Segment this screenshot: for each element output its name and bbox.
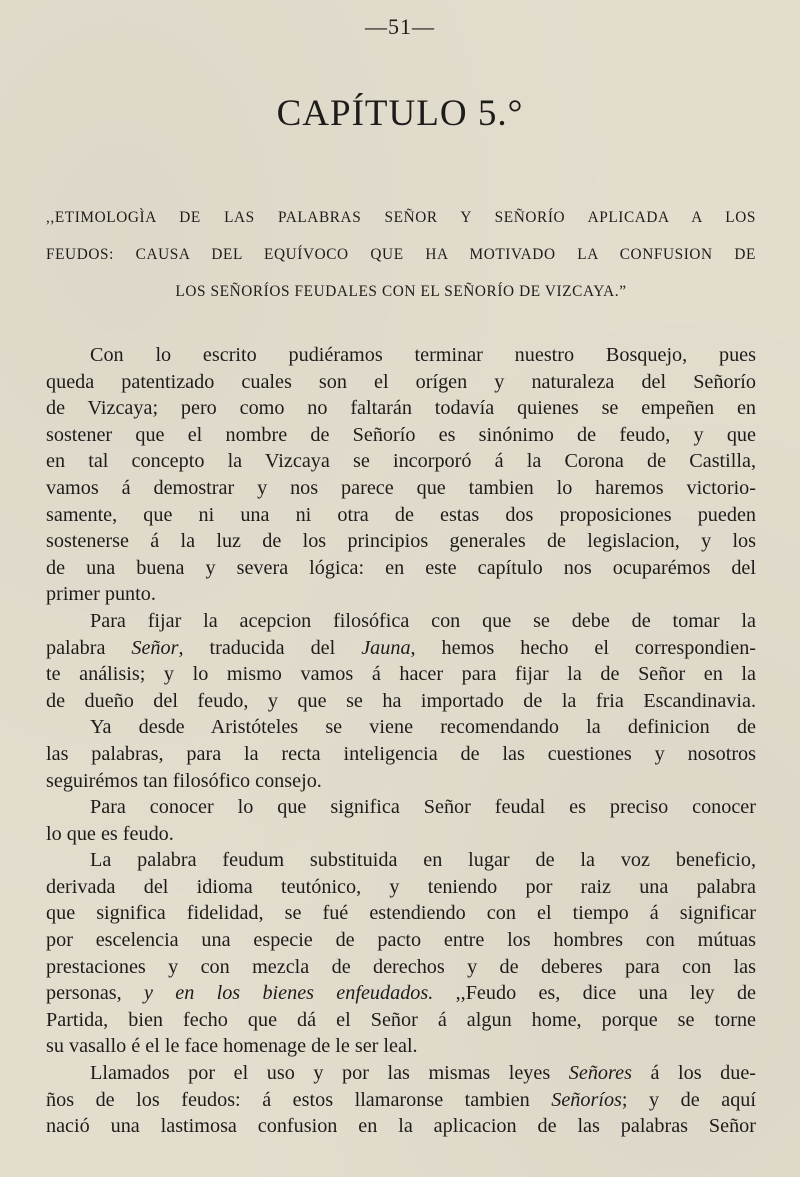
text-line: por escelencia una especie de pacto entre los hombres con mútuas xyxy=(46,929,756,952)
text-line: nació una lastimosa confusion en la aplicacion de las palabras Señor xyxy=(46,1115,756,1138)
paragraph-2 xyxy=(46,608,756,714)
text-line: vamos á demostrar y nos parece que tambien lo haremos victorio- xyxy=(46,476,756,499)
chapter-subtitle xyxy=(46,199,756,310)
text-run: á los due- xyxy=(631,1062,757,1085)
text-line: lo que es feudo. xyxy=(46,822,174,845)
text-line xyxy=(46,1060,756,1087)
text-line: samente, que ni una ni otra de estas dos proposiciones pueden xyxy=(46,503,756,526)
subtitle-line: FEUDOS: CAUSA DEL EQUÍVOCO QUE HA MOTIVADO LA CONFUSION DE xyxy=(46,246,756,263)
text-line: seguirémos tan filosófico consejo. xyxy=(46,769,322,792)
text-run: ; y de aquí xyxy=(621,1088,757,1111)
subtitle-line: ,,ETIMOLOGÌA DE LAS PALABRAS SEÑOR Y SEÑORÍO APLICADA A LOS xyxy=(46,209,756,226)
text-line: las palabras, para la recta inteligencia de las cuestiones y nosotros xyxy=(46,742,756,765)
italic-term: Jauna xyxy=(361,636,411,659)
text-line: Ya desde Aristóteles se viene recomendando la definicion de xyxy=(90,716,756,739)
text-line xyxy=(46,980,756,1007)
text-line: Con lo escrito pudiéramos terminar nuestro Bosquejo, pues xyxy=(90,344,756,366)
italic-term: Señoríos xyxy=(551,1088,622,1111)
text-run: Llamados por el uso y por las mismas leyes xyxy=(90,1062,569,1085)
paragraph-6 xyxy=(46,1060,756,1140)
text-line: de Vizcaya; pero como no faltarán todavía quienes se empeñen en xyxy=(46,397,756,420)
text-line xyxy=(46,1087,756,1114)
paragraph-4 xyxy=(46,794,756,847)
subtitle-line: LOS SEÑORÍOS FEUDALES CON EL SEÑORÍO DE VIZCAYA.” xyxy=(175,283,627,300)
paragraph-5 xyxy=(46,847,756,1060)
text-line: Para conocer lo que significa Señor feudal es preciso conocer xyxy=(90,796,756,819)
text-line: sostener que el nombre de Señorío es sinónimo de feudo, y que xyxy=(46,423,756,446)
text-line xyxy=(46,635,756,662)
text-run: personas, xyxy=(46,982,144,1005)
text-line: de una buena y severa lógica: en este capítulo nos ocuparémos del xyxy=(46,556,756,579)
paragraph-1 xyxy=(46,342,756,608)
text-run: , traducida del xyxy=(178,636,362,659)
text-run: ,,Feudo es, dice una ley de xyxy=(433,982,756,1005)
text-run: ños de los feudos: á estos llamaronse tambien xyxy=(46,1088,552,1111)
text-line: su vasallo é el le face homenage de le ser leal. xyxy=(46,1035,418,1058)
text-line: que significa fidelidad, se fué estendiendo con el tiempo á significar xyxy=(46,902,756,925)
text-line: primer punto. xyxy=(46,583,156,606)
text-line: sostenerse á la luz de los principios generales de legislacion, y los xyxy=(46,530,756,553)
text-run: palabra xyxy=(46,636,132,659)
text-line: te análisis; y lo mismo vamos á hacer para fijar la de Señor en la xyxy=(46,663,756,686)
text-line: queda patentizado cuales son el orígen y naturaleza del Señorío xyxy=(46,370,756,393)
text-line: La palabra feudum substituida en lugar de la voz beneficio, xyxy=(90,849,756,872)
text-line: prestaciones y con mezcla de derechos y de deberes para con las xyxy=(46,955,756,978)
chapter-title: CAPÍTULO 5.° xyxy=(276,93,524,134)
paragraph-3 xyxy=(46,714,756,794)
text-run: , hemos hecho el correspondien- xyxy=(410,636,757,659)
text-line: en tal concepto la Vizcaya se incorporó á la Corona de Castilla, xyxy=(46,450,756,473)
text-line: derivada del idioma teutónico, y teniendo por raiz una palabra xyxy=(46,875,756,898)
italic-term: Señor xyxy=(131,636,179,659)
text-line: Para fijar la acepcion filosófica con que se debe de tomar la xyxy=(90,609,756,632)
page-number: —51— xyxy=(365,14,435,39)
italic-term: Señores xyxy=(568,1062,632,1085)
text-line: Partida, bien fecho que dá el Señor á algun home, porque se torne xyxy=(46,1008,756,1031)
italic-term: y en los bienes enfeudados. xyxy=(143,982,434,1005)
body-text xyxy=(46,342,756,1140)
text-line: de dueño del feudo, y que se ha importado de la fria Escandinavia. xyxy=(46,689,756,712)
